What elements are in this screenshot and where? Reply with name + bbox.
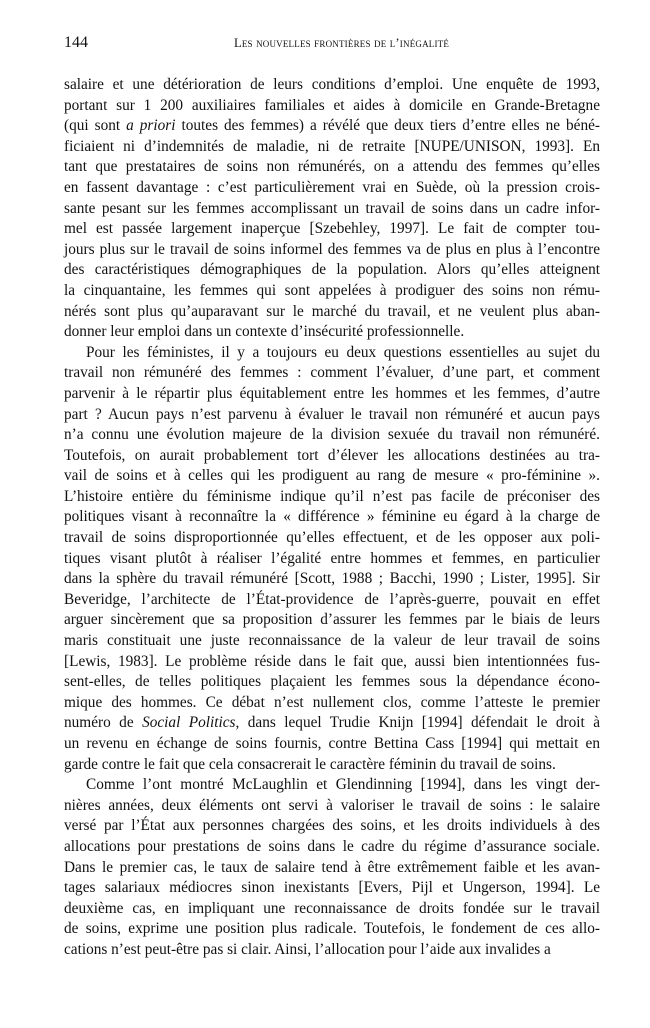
text-line: sante pesant sur les femmes accomplissant un travail de soins dans un cadre infor-	[64, 199, 600, 217]
text-line: mel est passée largement inaperçue [Szebehley, 1997]. Le fait de compter tou-	[64, 220, 600, 238]
paragraph	[64, 775, 600, 960]
text-line: versé par l’État aux personnes chargées des soins, et les droits individuels à des	[64, 817, 600, 835]
text-line: allocations pour prestations de soins dans le cadre du régime d’assurance sociale.	[64, 837, 600, 855]
page-number: 144	[64, 34, 88, 51]
text-line: dans la sphère du travail rémunéré [Scott, 1988 ; Bacchi, 1990 ; Lister, 1995]. Sir	[64, 570, 600, 588]
text-line: Pour les féministes, il y a toujours eu deux questions essentielles au sujet du	[86, 343, 600, 361]
text-line: des caractéristiques démographiques de la population. Alors qu’elles atteignent	[64, 261, 600, 279]
text-line: de soins, exprime une position plus radicale. Toutefois, le fondement de ces allo-	[64, 920, 600, 938]
text-line: tiques visant plutôt à réaliser l’égalité entre hommes et femmes, en particulier	[64, 549, 600, 567]
text-line: mique des hommes. Ce débat n’est nullement clos, comme l’atteste le premier	[64, 693, 600, 711]
text-line: Comme l’ont montré McLaughlin et Glendinning [1994], dans les vingt der-	[86, 776, 600, 794]
text-line: jours plus sur le travail de soins informel des femmes va de plus en plus à l’encontre	[64, 240, 600, 258]
text-line: tant que prestataires de soins non rémunérés, on a attendu des femmes qu’elles	[64, 158, 600, 176]
text-line: portant sur 1 200 auxiliaires familiales et aides à domicile en Grande-Bretagne	[64, 96, 600, 114]
text-line: travail non rémunéré des femmes : comment l’évaluer, d’une part, et comment	[64, 364, 600, 382]
text-line: sent-elles, de telles politiques plaçaient les femmes sous la dépendance écono-	[64, 673, 600, 691]
text-line: cations n’est peut-être pas si clair. Ainsi, l’allocation pour l’aide aux invalides a	[64, 940, 551, 958]
text-line: salaire et une détérioration de leurs conditions d’emploi. Une enquête de 1993,	[64, 76, 600, 93]
text-line: arguer sincèrement que sa proposition d’assurer les femmes par le biais de leurs	[64, 611, 600, 629]
text-line: maris constituait une juste reconnaissance de la valeur de leur travail de soins	[64, 632, 600, 650]
text-line: un revenu en échange de soins fournis, contre Bettina Cass [1994] qui mettait en	[64, 735, 600, 752]
text-line: L’histoire entière du féminisme indique qu’il n’est pas facile de préconiser des	[64, 487, 600, 505]
text-line: donner leur emploi dans un contexte d’insécurité professionnelle.	[64, 323, 465, 341]
text-line: vail de soins et à celles qui les prodiguent au rang de mesure « pro-féminine ».	[64, 467, 600, 485]
page-header	[64, 34, 600, 56]
text-line: en fassent davantage : c’est particulièrement vrai en Suède, où la pression crois-	[64, 178, 600, 196]
running-title: Les nouvelles frontières de l’inégalité	[234, 36, 450, 50]
text-line: nières années, deux éléments ont servi à valoriser le travail de soins : le salaire	[64, 796, 600, 814]
text-line: part ? Aucun pays n’est parvenu à évaluer le travail non rémunéré et aucun pays	[64, 405, 600, 423]
text-line: nérés sont plus qu’auparavant sur le marché du travail, et ne veulent plus aban-	[64, 302, 600, 320]
text-line: la cinquantaine, les femmes qui sont appelées à prodiguer des soins non rému-	[64, 281, 600, 299]
text-line: deuxième cas, en impliquant une reconnaissance de droits fondée sur le travail	[64, 899, 600, 917]
text-line: n’a connu une évolution majeure de la division sexuée du travail non rémunéré.	[64, 426, 600, 444]
body-text	[64, 75, 600, 961]
text-line: Toutefois, on aurait probablement tort d’élever les allocations destinées au tra-	[64, 446, 600, 464]
text-line: garde contre le fait que cela consacrerait le caractère féminin du travail de soins.	[64, 755, 556, 773]
text-line: politiques visant à reconnaître la « différence » féminine eu égard à la charge de	[64, 508, 600, 526]
text-line: Dans le premier cas, le taux de salaire tend à être extrêmement faible et les avan-	[64, 858, 600, 876]
text-line: travail de soins disproportionnée qu’elles effectuent, et de les opposer aux poli-	[64, 529, 600, 547]
text-line: (qui sont a priori toutes des femmes) a révélé que deux tiers d’entre elles ne béné-	[64, 117, 600, 135]
text-line: [Lewis, 1983]. Le problème réside dans le fait que, aussi bien intentionnées fus-	[64, 652, 600, 670]
text-line: parvenir à le répartir plus équitablement entre les hommes et les femmes, d’autre	[64, 384, 600, 402]
paragraph	[64, 343, 600, 775]
text-line: ficiaient ni d’indemnités de maladie, ni de retraite [NUPE/UNISON, 1993]. En	[64, 137, 600, 155]
text-line: Beveridge, l’architecte de l’État-providence de l’après-guerre, pouvait en effet	[64, 590, 600, 608]
text-line: tages salariaux médiocres sinon inexistants [Evers, Pijl et Ungerson, 1994]. Le	[64, 879, 600, 897]
text-line: numéro de Social Politics, dans lequel Trudie Knijn [1994] défendait le droit à	[64, 714, 600, 732]
paragraph	[64, 75, 600, 343]
